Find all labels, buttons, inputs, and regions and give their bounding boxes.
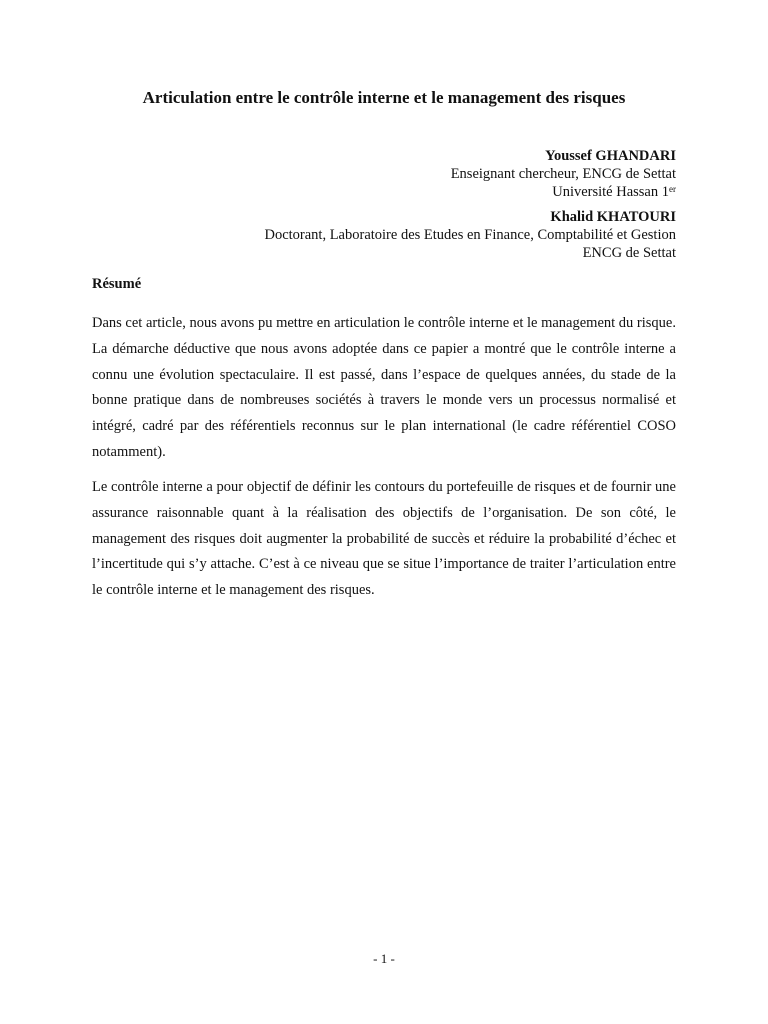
author-block-2 [264,208,676,262]
author-affiliation-1-line1: Enseignant chercheur, ENCG de Settat [450,166,676,182]
page-number: - 1 - [373,951,395,966]
author-affiliation-2-line1: Doctorant, Laboratoire des Etudes en Finance, Comptabilité et Gestion [264,227,676,243]
abstract-paragraph-2: Le contrôle interne a pour objectif de définir les contours du portefeuille de risques et de fournir une assurance raisonnable quant à la réalisation des objectifs de l’organisation. De son côté, le management des risques doit augmenter la probabilité de succès et réduire la probabilité d’échec et l’incertitude qui s’y attache. C’est à ce niveau que se situe l’importance de traiter l’articulation entre le contrôle interne et le management des risques. [92,479,676,599]
author-affiliation-1-line2 [451,183,676,201]
university-name: Université Hassan 1 [552,184,669,200]
paper-title: Articulation entre le contrôle interne et le management des risques [142,88,626,107]
author-affiliation-2-line2: ENCG de Settat [582,245,676,261]
abstract-paragraph-1: Dans cet article, nous avons pu mettre en articulation le contrôle interne et le management du risque. La démarche déductive que nous avons adoptée dans ce papier a montré que le contrôle interne a connu une évolution spectaculaire. Il est passé, dans l’espace de quelques années, du stade de la bonne pratique dans de nombreuses sociétés à travers le monde vers un processus normalisé et intégré, cadré par des référentiels reconnus sur le plan international (le cadre référentiel COSO notamment). [92,315,676,460]
author-block-1 [451,147,676,201]
author-name-1: Youssef GHANDARI [545,148,676,164]
abstract-heading: Résumé [92,276,142,292]
ordinal-superscript: er [669,184,676,194]
author-name-2: Khalid KHATOURI [550,209,676,225]
